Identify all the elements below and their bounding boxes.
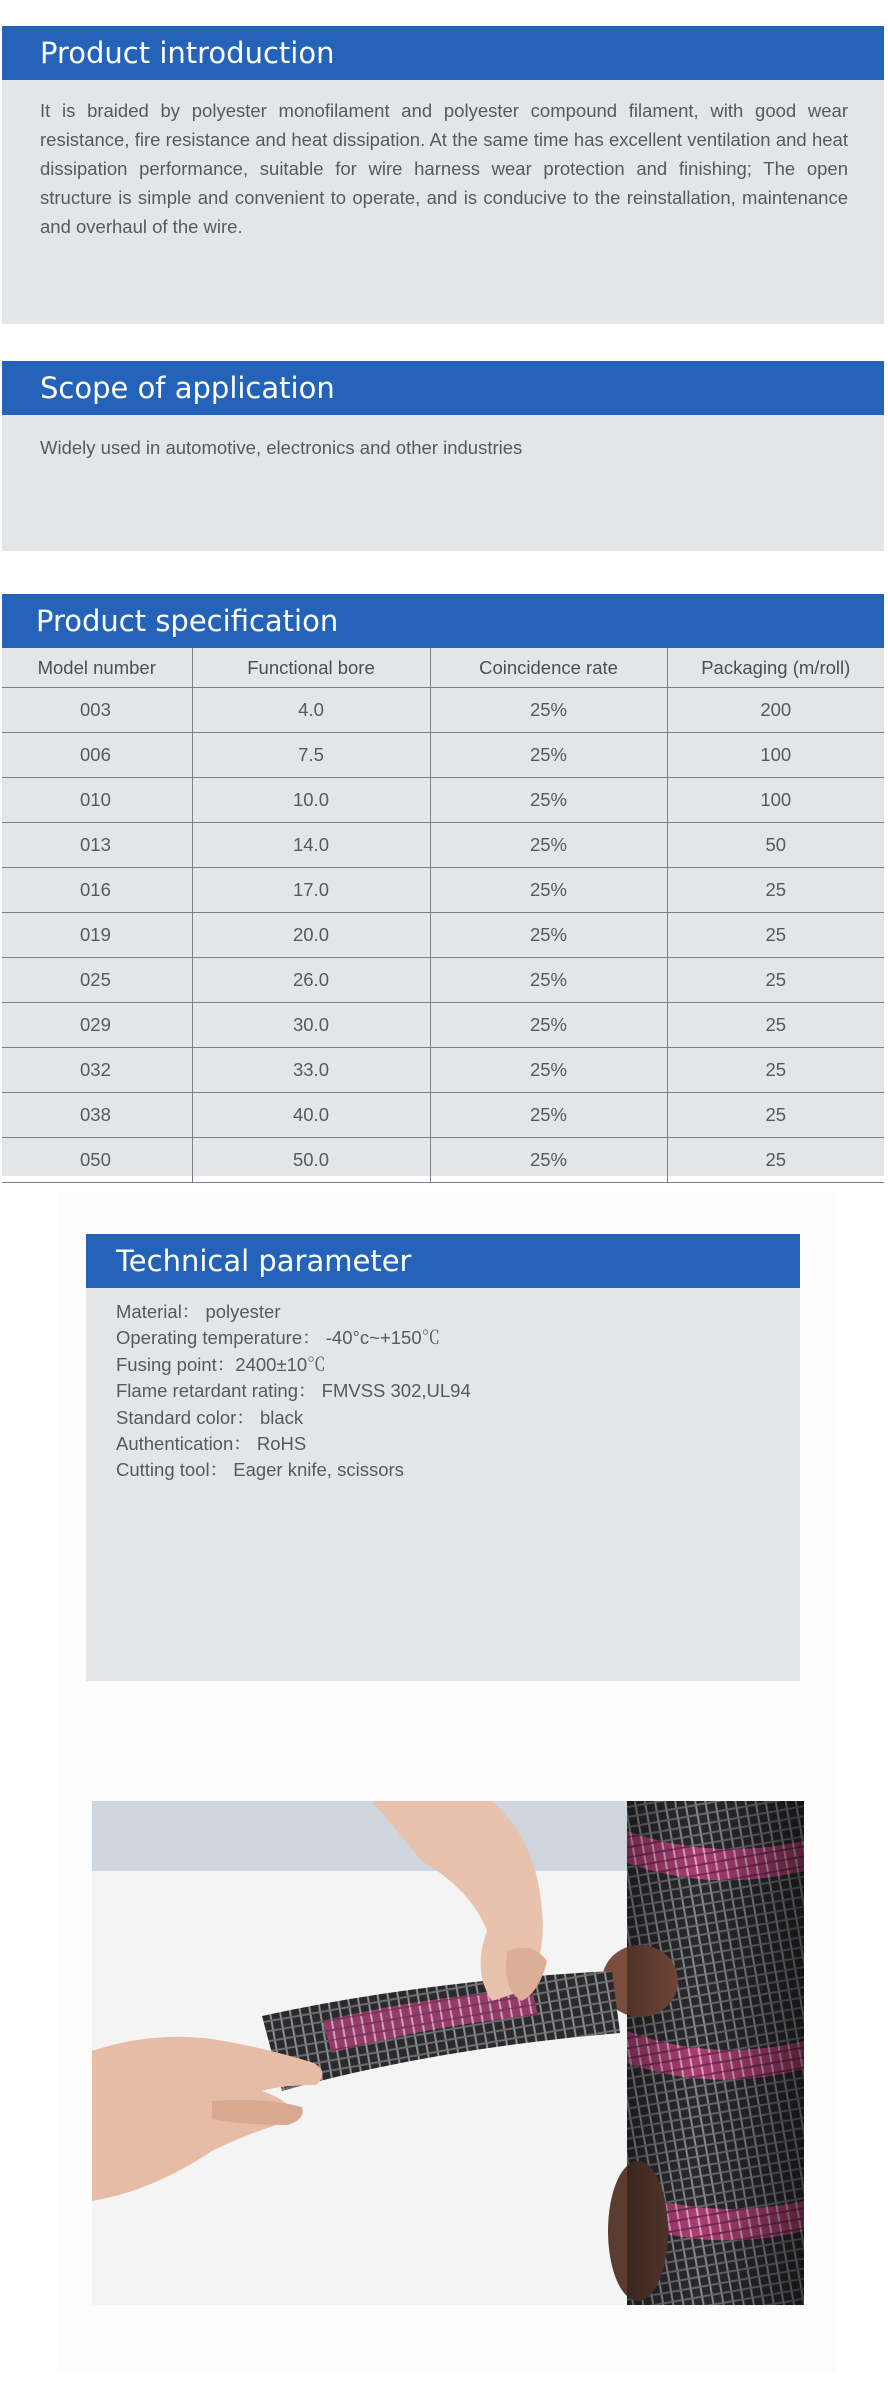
- table-cell: 25: [667, 1048, 884, 1093]
- table-cell: 25%: [430, 1093, 667, 1138]
- table-cell: 25%: [430, 958, 667, 1003]
- table-cell: 25%: [430, 868, 667, 913]
- parameter-item: Authentication： RoHS: [116, 1433, 307, 1455]
- table-cell: 100: [667, 733, 884, 778]
- table-cell: 25%: [430, 1138, 667, 1183]
- column-header: Model number: [2, 648, 192, 688]
- table-cell: 25: [667, 1003, 884, 1048]
- table-cell: 25%: [430, 823, 667, 868]
- table-cell: 25: [667, 1138, 884, 1183]
- parameter-item: Operating temperature： -40°c~+150℃: [116, 1327, 441, 1349]
- table-cell: 25%: [430, 913, 667, 958]
- product-photo: [92, 1801, 804, 2305]
- scope-text: Widely used in automotive, electronics and other industries: [40, 437, 523, 458]
- table-cell: 038: [2, 1093, 192, 1138]
- table-cell: 25%: [430, 733, 667, 778]
- parameter-item: Material： polyester: [116, 1301, 281, 1322]
- table-cell: 025: [2, 958, 192, 1003]
- table-cell: 26.0: [192, 958, 430, 1003]
- parameter-item: Fusing point：2400±10℃: [116, 1353, 326, 1375]
- product-introduction-section: [2, 26, 884, 324]
- table-cell: 25%: [430, 1048, 667, 1093]
- table-cell: 006: [2, 733, 192, 778]
- table-cell: 50: [667, 823, 884, 868]
- table-row: [2, 868, 884, 913]
- table-row: [2, 688, 884, 733]
- table-row: [2, 778, 884, 823]
- table-cell: 029: [2, 1003, 192, 1048]
- specification-table: [2, 648, 884, 1183]
- table-cell: 14.0: [192, 823, 430, 868]
- table-row: [2, 1138, 884, 1183]
- section-title: Product specification: [2, 594, 884, 648]
- table-cell: 30.0: [192, 1003, 430, 1048]
- table-row: [2, 823, 884, 868]
- table-cell: 010: [2, 778, 192, 823]
- table-cell: 40.0: [192, 1093, 430, 1138]
- table-cell: 200: [667, 688, 884, 733]
- table-cell: 013: [2, 823, 192, 868]
- table-row: [2, 1048, 884, 1093]
- table-cell: 33.0: [192, 1048, 430, 1093]
- table-cell: 032: [2, 1048, 192, 1093]
- section-title: Technical parameter: [86, 1234, 800, 1288]
- table-cell: 50.0: [192, 1138, 430, 1183]
- table-cell: 050: [2, 1138, 192, 1183]
- table-cell: 016: [2, 868, 192, 913]
- table-row: [2, 958, 884, 1003]
- table-cell: 100: [667, 778, 884, 823]
- table-header-row: [2, 648, 884, 688]
- parameter-item: Flame retardant rating： FMVSS 302,UL94: [116, 1380, 471, 1402]
- parameter-list: [116, 1299, 471, 1484]
- table-row: [2, 913, 884, 958]
- table-cell: 25: [667, 913, 884, 958]
- section-title: Scope of application: [2, 361, 884, 415]
- column-header: Functional bore: [192, 648, 430, 688]
- parameter-item: Standard color： black: [116, 1406, 304, 1428]
- table-row: [2, 733, 884, 778]
- table-cell: 10.0: [192, 778, 430, 823]
- column-header: Coincidence rate: [430, 648, 667, 688]
- product-specification-section: [2, 594, 884, 1176]
- intro-text: It is braided by polyester monofilament and polyester compound filament, with good wear resistance, fire resistance and heat dissipation. At the same time has excellent ventilation and heat dissipation performance, suitable for wire harness wear protection and finishing; The open structure is simple and convenient to operate, and is conducive to the reinstallation, maintenance and overhaul of the wire.: [40, 100, 848, 237]
- table-cell: 25: [667, 868, 884, 913]
- table-cell: 25: [667, 1093, 884, 1138]
- table-cell: 20.0: [192, 913, 430, 958]
- table-cell: 25%: [430, 1003, 667, 1048]
- table-cell: 019: [2, 913, 192, 958]
- table-cell: 25%: [430, 778, 667, 823]
- scope-of-application-section: [2, 361, 884, 551]
- table-cell: 7.5: [192, 733, 430, 778]
- table-cell: 003: [2, 688, 192, 733]
- technical-parameter-section: [86, 1234, 800, 1681]
- table-row: [2, 1003, 884, 1048]
- parameter-item: Cutting tool： Eager knife, scissors: [116, 1459, 404, 1481]
- table-cell: 17.0: [192, 868, 430, 913]
- table-cell: 25%: [430, 688, 667, 733]
- table-cell: 25: [667, 958, 884, 1003]
- table-cell: 4.0: [192, 688, 430, 733]
- table-row: [2, 1093, 884, 1138]
- column-header: Packaging (m/roll): [667, 648, 884, 688]
- section-title: Product introduction: [2, 26, 884, 80]
- braided-sleeve-illustration: [92, 1801, 804, 2305]
